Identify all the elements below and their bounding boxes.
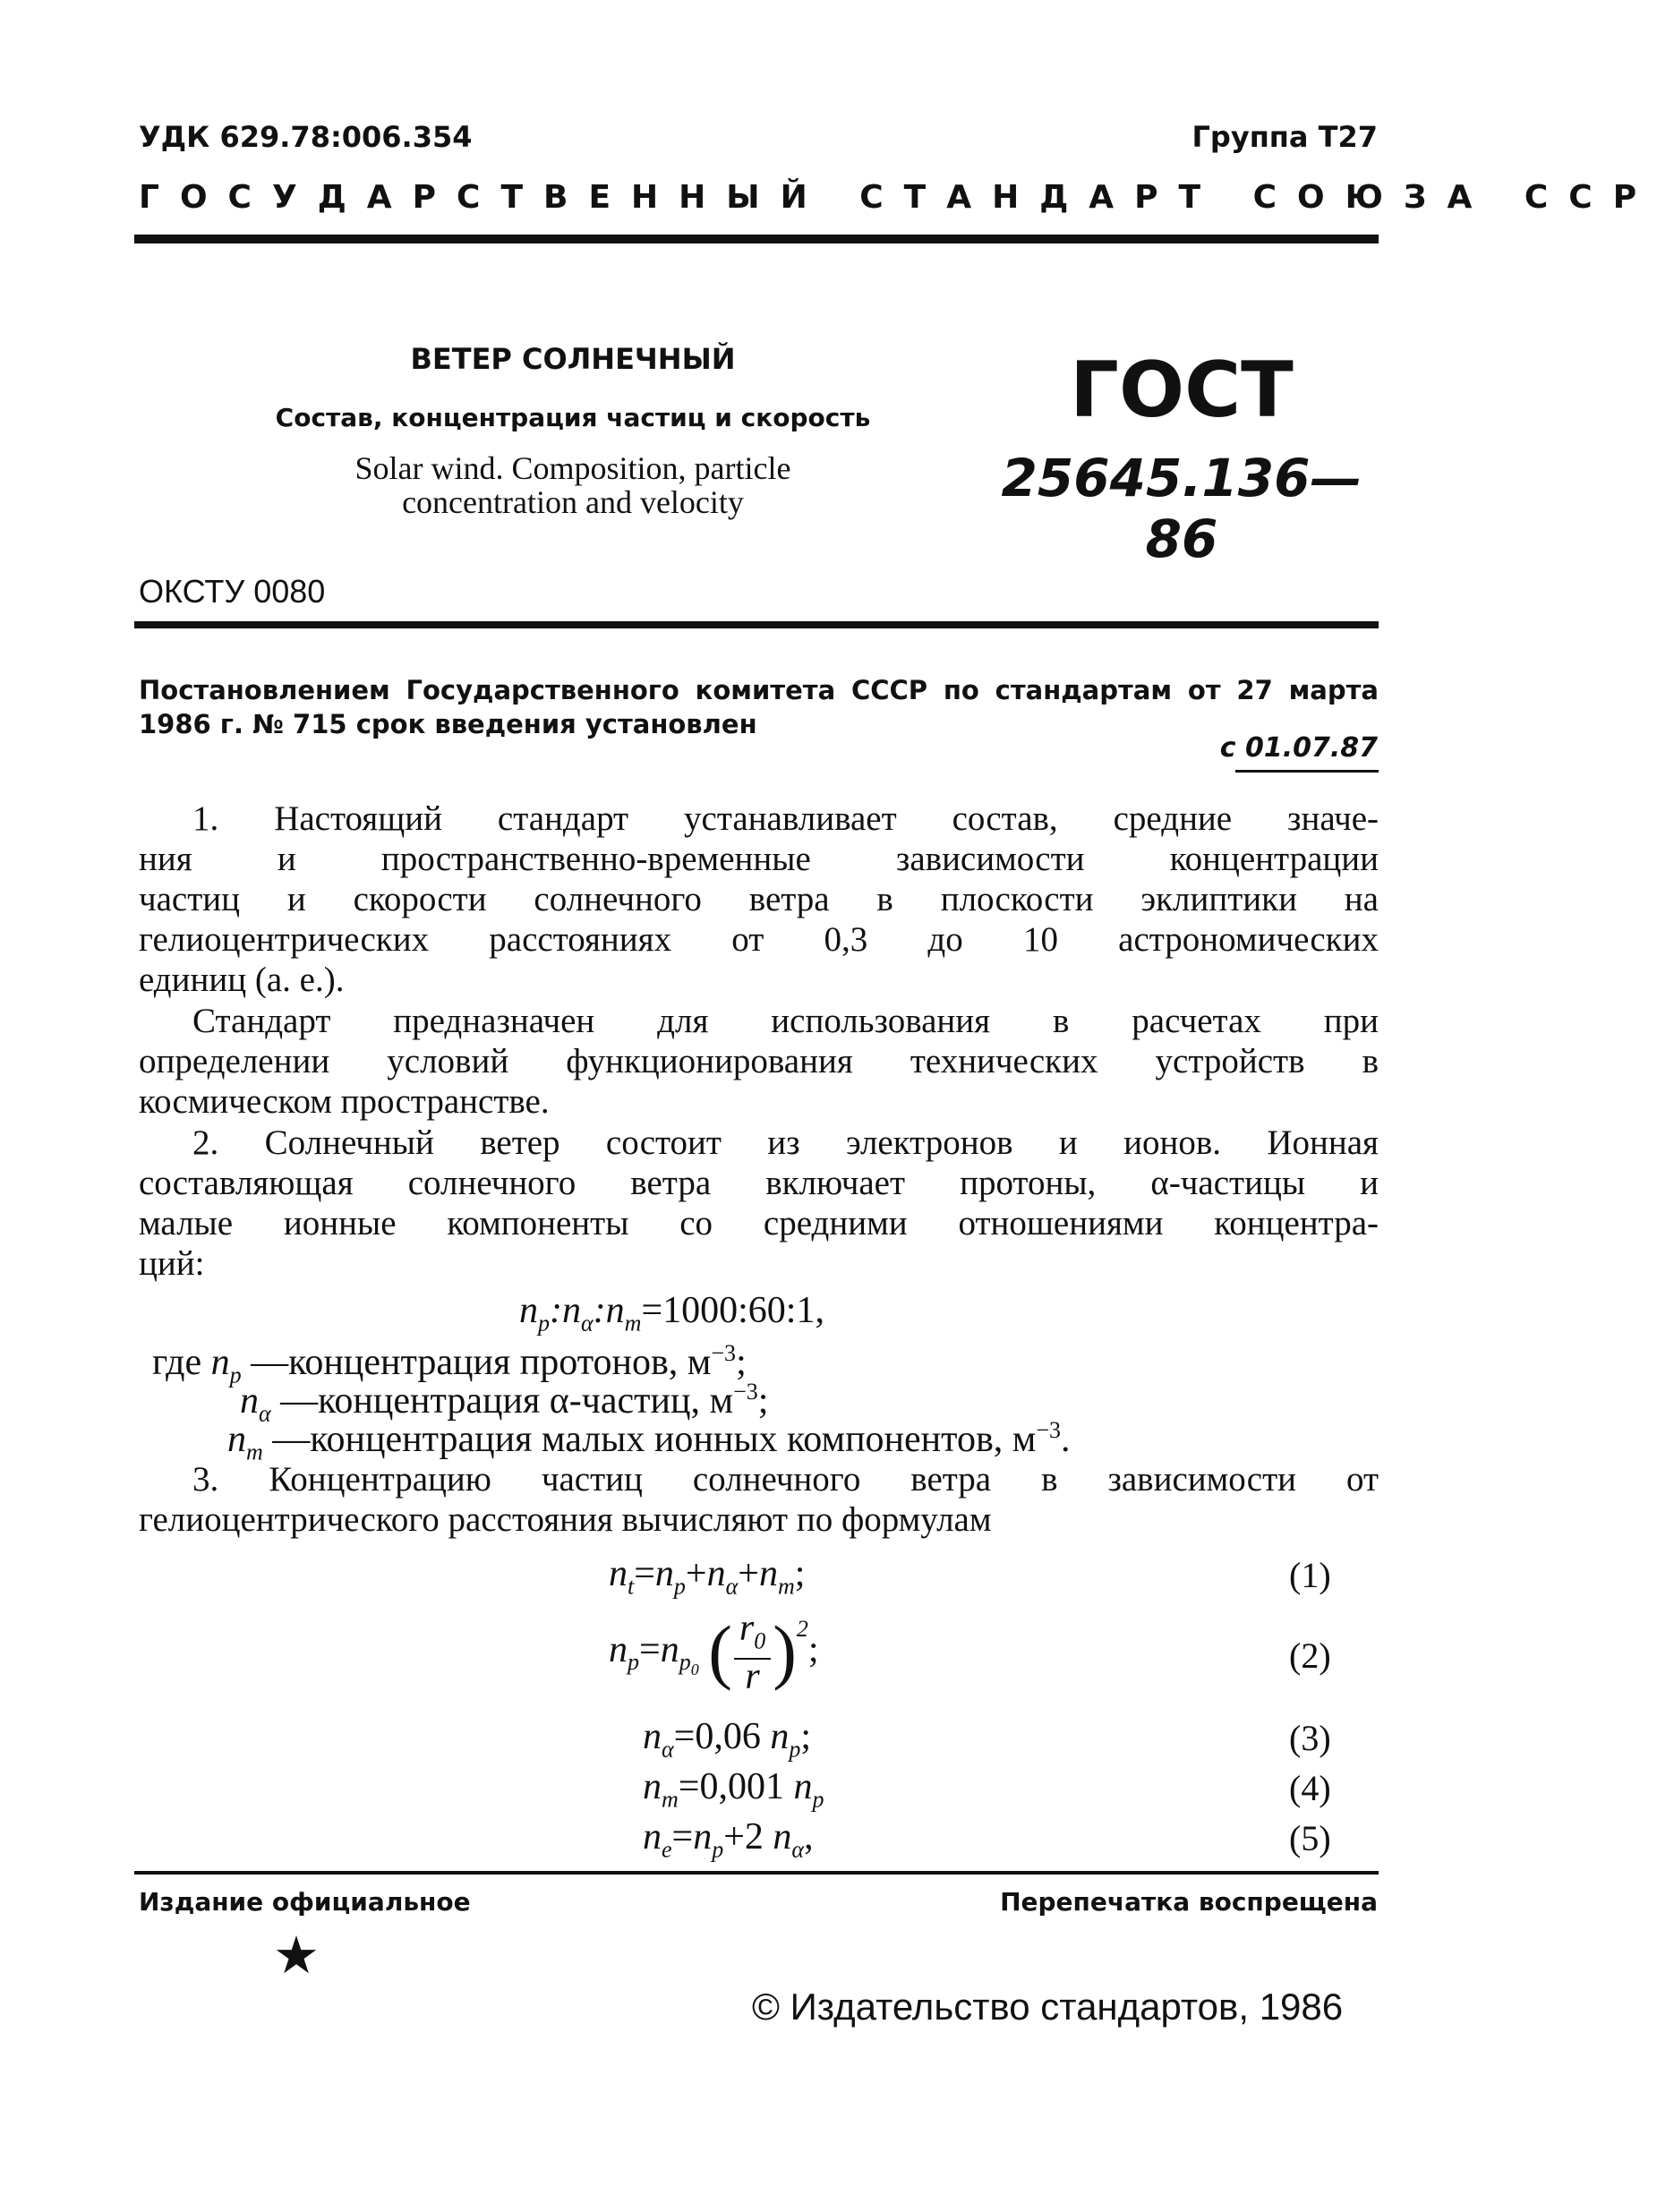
unit-exponent: −3	[733, 1379, 758, 1405]
text-line: составляющая солнечного ветра включает протоны, α-частицы и	[139, 1164, 1379, 1202]
subtitle-ru: Состав, концентрация частиц и скорость	[275, 403, 871, 432]
def-nm-text: —концентрация малых ионных компонентов, м	[272, 1419, 1037, 1460]
definition-np: где $n_p$ —концентрация протонов, $м^{-3}$;	[152, 1340, 747, 1388]
footer-rule	[134, 1871, 1379, 1875]
gov-standard-heading: ГОСУДАРСТВЕННЫЙ СТАНДАРТ СОЮЗА ССР	[139, 179, 1657, 216]
definition-na: $n_\alpha$ —концентрация α-частиц, $м^{-3}$;	[240, 1379, 769, 1427]
group-code: Группа Т27	[1192, 120, 1378, 154]
equation-number-1: (1)	[1289, 1555, 1331, 1595]
edition-label: Издание официальное	[139, 1887, 471, 1917]
title-en-line1: Solar wind. Composition, particle	[354, 450, 791, 486]
equation-number-5: (5)	[1289, 1818, 1331, 1858]
title-ru: ВЕТЕР СОЛНЕЧНЫЙ	[410, 342, 736, 376]
gost-label: ГОСТ	[1070, 346, 1294, 435]
definition-nm: $n_m$ —концентрация малых ионных компонентов, $м^{-3}$.	[227, 1417, 1071, 1465]
title-en-line2: concentration and velocity	[402, 484, 744, 520]
text-line: ций:	[139, 1244, 205, 1283]
text-line: 2. Солнечный ветер состоит из электронов и ионов. Ионная	[192, 1123, 1379, 1162]
text-line: 1. Настоящий стандарт устанавливает состав, средние значе-	[192, 799, 1379, 838]
text-line: гелиоцентрических расстояниях от 0,3 до 10 астрономических	[139, 920, 1379, 959]
paragraph-3	[139, 1123, 1379, 1284]
ratio-values: 1000:60:1,	[662, 1290, 824, 1331]
paragraph-4	[139, 1459, 1379, 1540]
text-line: малые ионные компоненты со средними отношениями концентра-	[139, 1204, 1379, 1243]
equation-2: $n_p=n_{p_0}$ ( $\frac{r_0}{r}$ )$^2$;	[609, 1608, 819, 1698]
where-label: где	[152, 1342, 202, 1383]
title-rule	[134, 621, 1379, 628]
equation-1: $n_t=n_p+n_\alpha+n_m$;	[609, 1553, 806, 1600]
eq3-coefficient: 0,06	[695, 1716, 761, 1757]
decree-text: Постановлением Государственного комитета СССР по стандартам от 27 марта 1986 г. № 715 срок введения установлен	[139, 675, 1379, 739]
paragraph-2	[139, 1001, 1379, 1122]
effective-date: с 01.07.87	[1219, 732, 1378, 764]
header-rule	[134, 235, 1379, 243]
okstu-code: ОКСТУ 0080	[139, 573, 326, 610]
title-en	[224, 451, 922, 519]
paragraph-1	[139, 799, 1379, 1000]
text-line: гелиоцентрического расстояния вычисляют по формулам	[139, 1500, 992, 1539]
star-icon: ★	[273, 1925, 320, 1986]
equation-4: $n_m=0,001$ $n_p$	[643, 1766, 824, 1813]
reprint-label: Перепечатка воспрещена	[1000, 1887, 1378, 1917]
def-np-text: —концентрация протонов, м	[251, 1342, 712, 1383]
def-na-text: —концентрация α-частиц, м	[280, 1380, 734, 1422]
ratio-formula: $n_p:n_\alpha:n_m=1000:60:1$,	[519, 1290, 824, 1337]
effective-date-underline	[1235, 770, 1379, 773]
text-line: 3. Концентрацию частиц солнечного ветра в зависимости от	[192, 1460, 1379, 1499]
text-line: Стандарт предназначен для использования в расчетах при	[192, 1002, 1379, 1040]
text-line: частиц и скорости солнечного ветра в плоскости эклиптики на	[139, 880, 1379, 918]
equation-5: $n_e=n_p+2$ $n_\alpha$,	[643, 1816, 814, 1863]
text-line: ния и пространственно-временные зависимости концентрации	[139, 840, 1379, 878]
unit-exponent: −3	[711, 1340, 737, 1366]
unit-exponent: −3	[1036, 1417, 1062, 1443]
text-line: определении условий функционирования технических устройств в	[139, 1042, 1379, 1080]
equation-number-3: (3)	[1289, 1718, 1331, 1758]
gost-number: 25645.136—86	[1001, 448, 1362, 569]
text-line: единиц (а. е.).	[139, 961, 345, 999]
eq5-coefficient: 2	[744, 1816, 764, 1858]
udk-code: УДК 629.78:006.354	[139, 120, 473, 154]
equation-3: $n_\alpha=0,06$ $n_p$;	[643, 1716, 812, 1763]
text-line: космическом пространстве.	[139, 1082, 550, 1121]
equation-number-2: (2)	[1289, 1636, 1331, 1676]
eq4-coefficient: 0,001	[699, 1766, 784, 1807]
equation-number-4: (4)	[1289, 1768, 1331, 1808]
copyright-line: © Издательство стандартов, 1986	[752, 1986, 1344, 2028]
